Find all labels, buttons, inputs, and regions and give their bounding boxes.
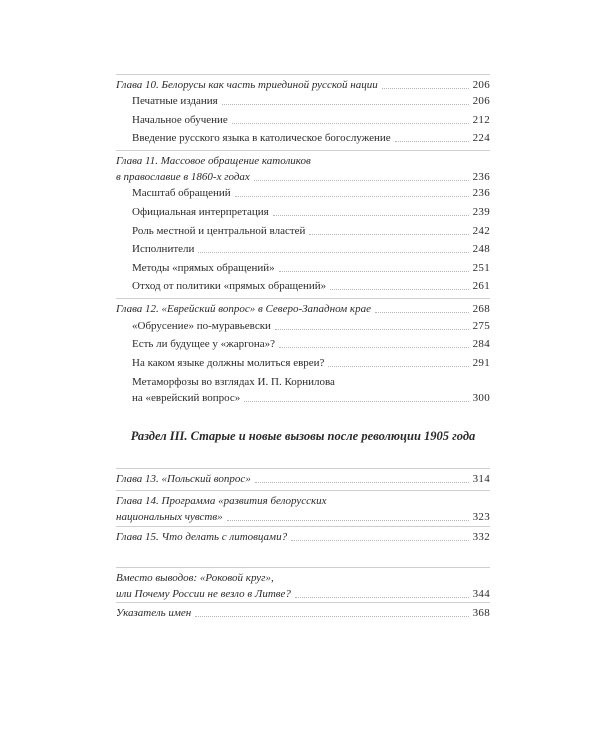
toc-section[interactable] — [132, 336, 490, 352]
toc-page-number: 268 — [472, 303, 490, 315]
toc-page-number: 236 — [472, 187, 490, 199]
toc-title: Есть ли будущее у «жаргона»? — [132, 338, 275, 350]
toc-conclusion[interactable] — [116, 567, 490, 602]
toc-name-index[interactable] — [116, 602, 490, 621]
toc-title: Роль местной и центральной властей — [132, 225, 306, 237]
toc-page-number: 248 — [472, 243, 490, 255]
toc-section[interactable] — [132, 241, 490, 257]
toc-title-line: Глава 14. Программа «развития белорусских — [116, 495, 327, 507]
toc-page-number: 291 — [472, 357, 490, 369]
toc-title: Отход от политики «прямых обращений» — [132, 280, 327, 292]
toc-chapter-15[interactable] — [116, 526, 490, 545]
toc-title-line: Вместо выводов: «Роковой круг», — [116, 572, 274, 584]
toc-page-number: 368 — [472, 607, 490, 619]
toc-section[interactable] — [132, 185, 490, 201]
toc-chapter-13[interactable] — [116, 468, 490, 487]
toc-title: Глава 10. Белорусы как часть триединой русской нации — [116, 79, 378, 91]
toc-title: «Обрусение» по-муравьевски — [132, 320, 271, 332]
toc-title: Начальное обучение — [132, 114, 228, 126]
toc-section[interactable] — [132, 355, 490, 371]
section-heading — [116, 428, 490, 445]
toc-section[interactable] — [132, 223, 490, 239]
toc-title: На каком языке должны молиться евреи? — [132, 357, 325, 369]
toc-title: Печатные издания — [132, 95, 218, 107]
toc-section[interactable] — [132, 374, 490, 406]
toc-page-number: 206 — [472, 95, 490, 107]
toc-title: Глава 12. «Еврейский вопрос» в Северо-Западном крае — [116, 303, 371, 315]
toc-title: Масштаб обращений — [132, 187, 231, 199]
toc-section[interactable] — [132, 260, 490, 276]
toc-title: Указатель имен — [116, 607, 192, 619]
toc-section[interactable] — [132, 278, 490, 294]
toc-chapter-10[interactable] — [116, 74, 490, 93]
toc-page-number: 224 — [472, 132, 490, 144]
toc-chapter-14[interactable] — [116, 490, 490, 525]
toc-page-number: 300 — [472, 392, 490, 404]
toc-title: Введение русского языка в католическое богослужение — [132, 132, 391, 144]
toc-page-number: 261 — [472, 280, 490, 292]
toc-section[interactable] — [132, 318, 490, 334]
toc-title: на «еврейский вопрос» — [132, 392, 241, 404]
toc-title-line: Метаморфозы во взглядах И. П. Корнилова — [132, 376, 335, 388]
toc-page-number: 239 — [472, 206, 490, 218]
toc-page-number: 212 — [472, 114, 490, 126]
toc-title: в православие в 1860-х годах — [116, 171, 250, 183]
toc-page-number: 242 — [472, 225, 490, 237]
toc-page-number: 332 — [472, 531, 490, 543]
toc-title: Глава 13. «Польский вопрос» — [116, 473, 251, 485]
toc-chapter-12[interactable] — [116, 298, 490, 317]
toc-title: Методы «прямых обращений» — [132, 262, 275, 274]
section-heading-line: после революции 1905 года — [327, 429, 476, 443]
toc-page-number: 284 — [472, 338, 490, 350]
toc-page-number: 323 — [472, 511, 490, 523]
toc-page-number: 344 — [472, 588, 490, 600]
toc-section[interactable] — [132, 130, 490, 146]
toc-section[interactable] — [132, 204, 490, 220]
toc-title: Официальная интерпретация — [132, 206, 269, 218]
section-heading-line: Раздел III. Старые и новые вызовы — [130, 429, 325, 443]
toc-page-number: 275 — [472, 320, 490, 332]
toc-chapter-11[interactable] — [116, 150, 490, 185]
toc-title: Глава 15. Что делать с литовцами? — [116, 531, 288, 543]
toc-title-line: Глава 11. Массовое обращение католиков — [116, 155, 311, 167]
toc-section[interactable] — [132, 112, 490, 128]
toc-title: или Почему России не везло в Литве? — [116, 588, 291, 600]
toc-page-number: 206 — [472, 79, 490, 91]
toc-section[interactable] — [132, 93, 490, 109]
toc-title: национальных чувств» — [116, 511, 223, 523]
toc-page-number: 236 — [472, 171, 490, 183]
toc-page-number: 314 — [472, 473, 490, 485]
toc-title: Исполнители — [132, 243, 195, 255]
toc-page-number: 251 — [472, 262, 490, 274]
